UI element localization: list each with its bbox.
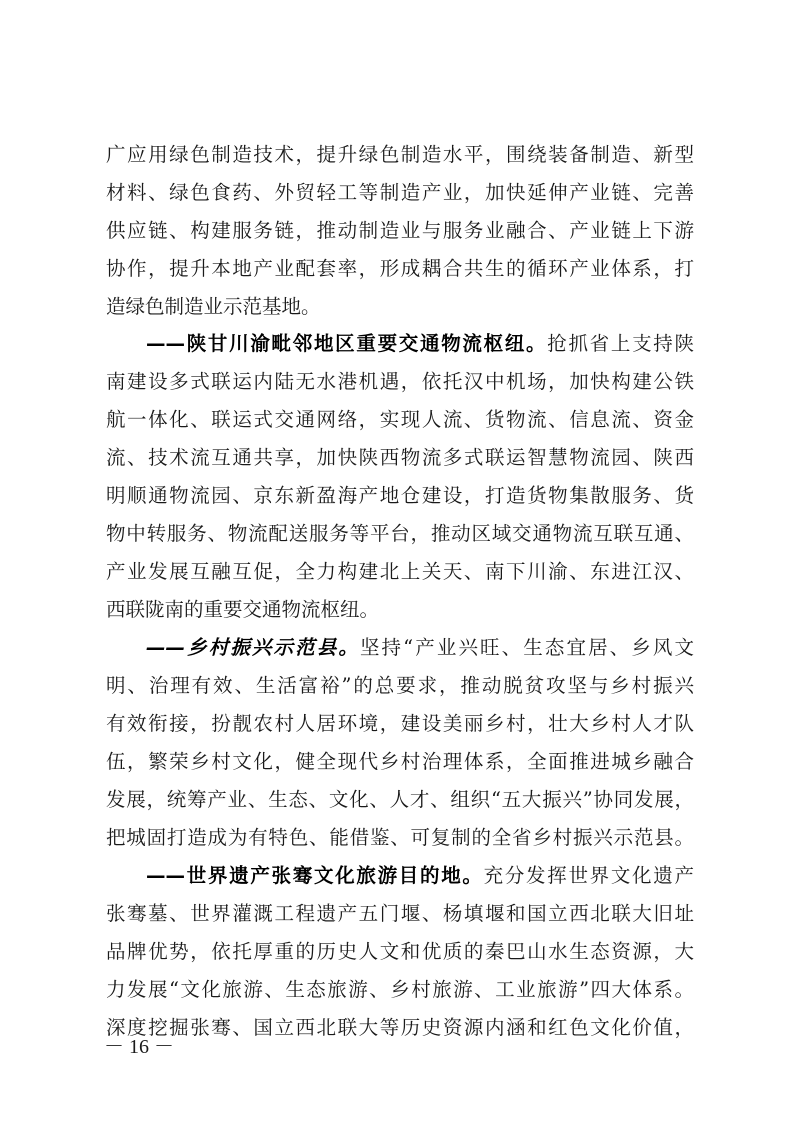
paragraph-line: 伍，繁荣乡村文化，健全现代乡村治理体系，全面推进城乡融合 bbox=[106, 750, 694, 773]
paragraph-first-line bbox=[146, 324, 694, 364]
paragraph-line: 有效衔接，扮靓农村人居环境，建设美丽乡村，壮大乡村人才队 bbox=[106, 712, 694, 735]
paragraph-line: 广应用绿色制造技术，提升绿色制造水平，围绕装备制造、新型 bbox=[106, 143, 694, 166]
paragraph-line: 造绿色制造业示范基地。 bbox=[106, 295, 321, 318]
paragraph-line: 把城固打造成为有特色、能借鉴、可复制的全省乡村振兴示范县。 bbox=[106, 826, 694, 849]
paragraph-line: 张骞墓、世界灌溉工程遗产五门堰、杨填堰和国立西北联大旧址 bbox=[106, 902, 694, 925]
paragraph-line: 产业发展互融互促，全力构建北上关天、南下川渝、东进江汉、 bbox=[106, 560, 694, 583]
paragraph-text: 充分发挥世界文化遗产 bbox=[483, 864, 694, 887]
paragraph-line: 明顺通物流园、京东新盈海产地仓建设，打造货物集散服务、货 bbox=[106, 484, 694, 507]
page-number: － 16 － bbox=[104, 1036, 174, 1058]
paragraph-first-line bbox=[146, 628, 694, 668]
paragraph-line: 西联陇南的重要交通物流枢纽。 bbox=[106, 598, 380, 621]
paragraph-text: 坚持“产业兴旺、生态宜居、乡风文 bbox=[359, 636, 694, 659]
paragraph-line: 力发展“文化旅游、生态旅游、乡村旅游、工业旅游”四大体系。 bbox=[106, 978, 694, 1001]
paragraph-line: 明、治理有效、生活富裕”的总要求，推动脱贫攻坚与乡村振兴 bbox=[106, 674, 694, 697]
paragraph-line: 发展，统筹产业、生态、文化、人才、组织“五大振兴”协同发展， bbox=[106, 788, 694, 811]
paragraph-line: 南建设多式联运内陆无水港机遇，依托汉中机场，加快构建公铁 bbox=[106, 370, 694, 393]
paragraph-text: 抢抓省上支持陕 bbox=[547, 332, 694, 355]
section-heading: ——陕甘川渝毗邻地区重要交通物流枢纽。 bbox=[146, 332, 548, 355]
paragraph-line: 材料、绿色食药、外贸轻工等制造产业，加快延伸产业链、完善 bbox=[106, 181, 694, 204]
paragraph-line: 品牌优势，依托厚重的历史人文和优质的秦巴山水生态资源，大 bbox=[106, 940, 694, 963]
paragraph-line: 航一体化、联运式交通网络，实现人流、货物流、信息流、资金 bbox=[106, 408, 694, 431]
section-heading: ——乡村振兴示范县。 bbox=[146, 636, 360, 659]
paragraph-line: 供应链、构建服务链，推动制造业与服务业融合、产业链上下游 bbox=[106, 219, 694, 242]
paragraph-line: 协作，提升本地产业配套率，形成耦合共生的循环产业体系，打 bbox=[106, 257, 694, 280]
paragraph-first-line bbox=[146, 856, 694, 896]
paragraph-line: 流、技术流互通共享，加快陕西物流多式联运智慧物流园、陕西 bbox=[106, 446, 694, 469]
section-heading: ——世界遗产张骞文化旅游目的地。 bbox=[146, 864, 484, 887]
paragraph-line: 物中转服务、物流配送服务等平台，推动区域交通物流互联互通、 bbox=[106, 522, 694, 545]
paragraph-line: 深度挖掘张骞、国立西北联大等历史资源内涵和红色文化价值， bbox=[106, 1016, 694, 1039]
